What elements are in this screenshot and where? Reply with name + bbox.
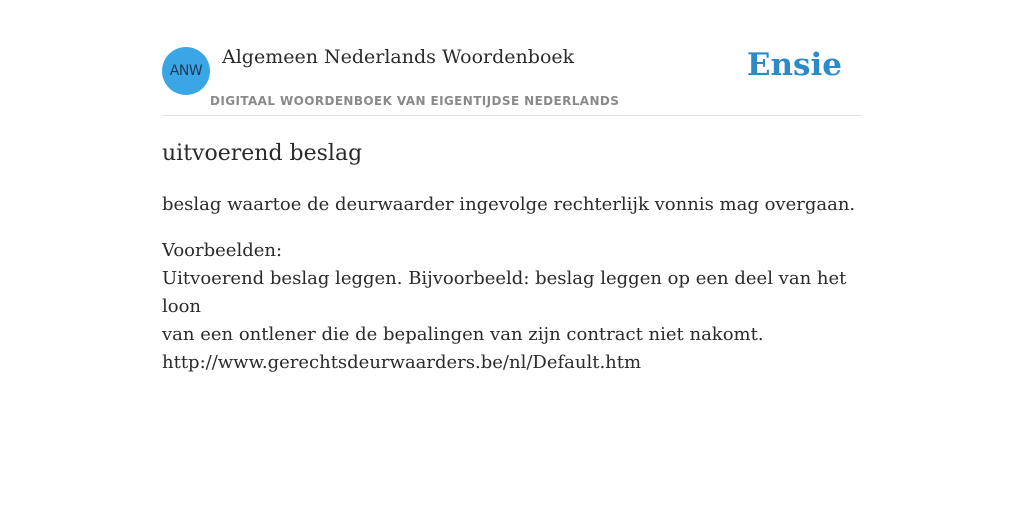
site-header [162, 0, 862, 116]
entry-content [162, 138, 862, 377]
entry-definition: beslag waartoe de deurwaarder ingevolge rechterlijk vonnis mag overgaan. [162, 194, 856, 215]
entry-term: uitvoerend beslag [162, 141, 363, 166]
ensie-brand-link[interactable]: Ensie [746, 47, 842, 83]
entry-examples [162, 237, 862, 377]
example-line: Uitvoerend beslag leggen. Bijvoorbeeld: beslag leggen op een deel van het loon [162, 268, 847, 317]
logo-text: ANW [169, 63, 203, 79]
example-line: van een ontlener die de bepalingen van zijn contract niet nakomt. [162, 324, 764, 345]
examples-label: Voorbeelden: [162, 240, 283, 261]
anw-logo[interactable] [162, 47, 210, 95]
site-subtitle: DIGITAAL WOORDENBOEK VAN EIGENTIJDSE NEDERLANDS [210, 94, 620, 108]
site-title[interactable]: Algemeen Nederlands Woordenboek [222, 46, 575, 68]
example-source: http://www.gerechtsdeurwaarders.be/nl/Default.htm [162, 352, 642, 373]
